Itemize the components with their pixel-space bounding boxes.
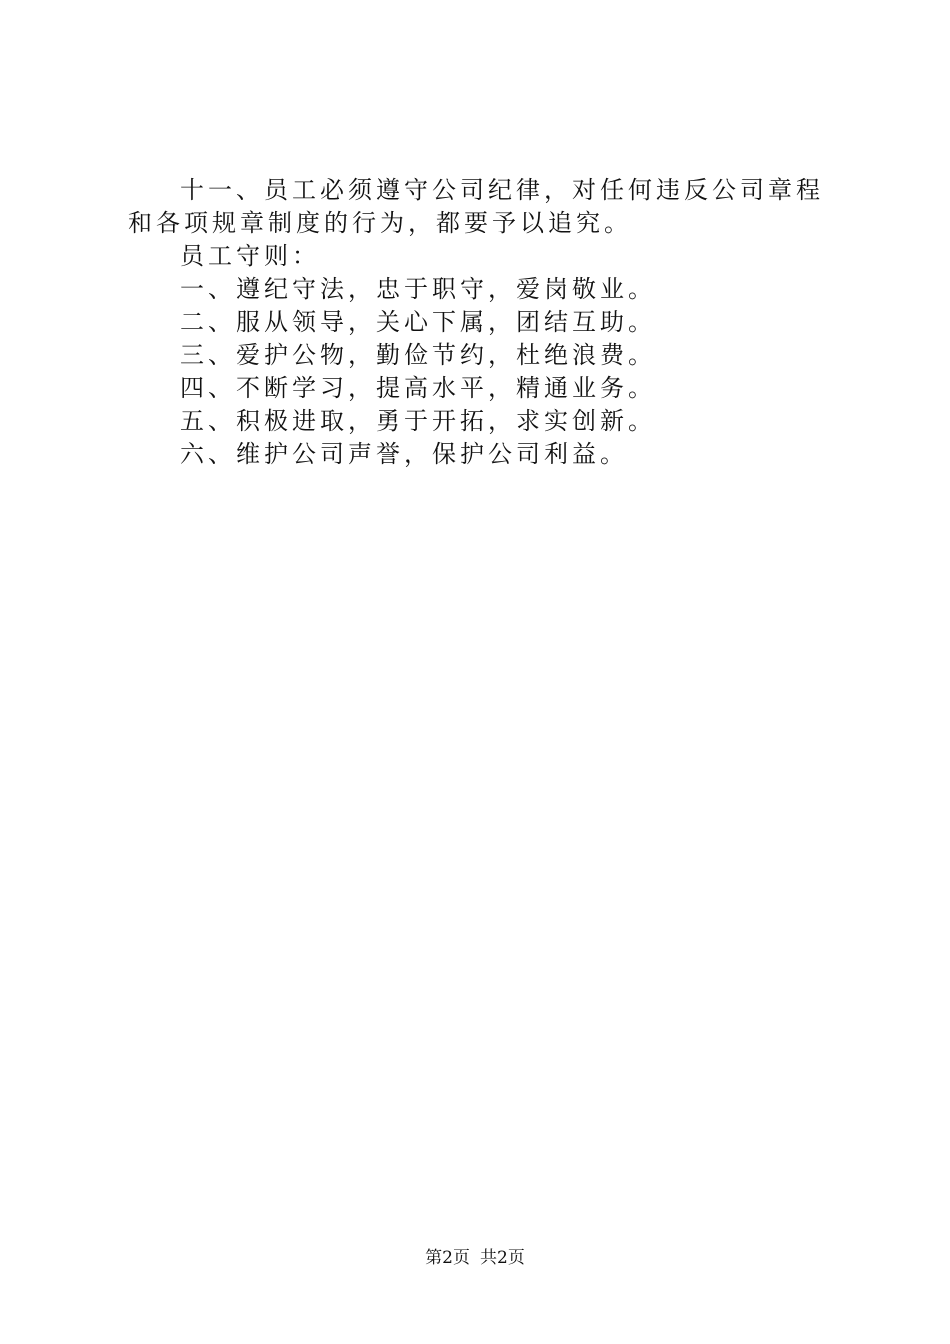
paragraph-code-item-1: 一、遵纪守法，忠于职守，爱岗敬业。 (180, 275, 656, 303)
total-pages: 共2页 (480, 1248, 525, 1268)
paragraph-code-heading: 员工守则： (180, 242, 320, 270)
paragraph-code-item-2: 二、服从领导，关心下属，团结互助。 (180, 308, 656, 336)
document-body (128, 174, 838, 471)
paragraph-code-item-5: 五、积极进取，勇于开拓，求实创新。 (180, 407, 656, 435)
paragraph-code-item-3: 三、爱护公物，勤俭节约，杜绝浪费。 (180, 341, 656, 369)
paragraph-code-item-6: 六、维护公司声誉，保护公司利益。 (180, 440, 628, 468)
page-number: 第2页 (425, 1248, 470, 1268)
paragraph-rule-eleven: 十一、员工必须遵守公司纪律，对任何违反公司章程和各项规章制度的行为，都要予以追究。 (128, 176, 824, 237)
paragraph-code-item-4: 四、不断学习，提高水平，精通业务。 (180, 374, 656, 402)
page-footer (0, 1243, 950, 1268)
